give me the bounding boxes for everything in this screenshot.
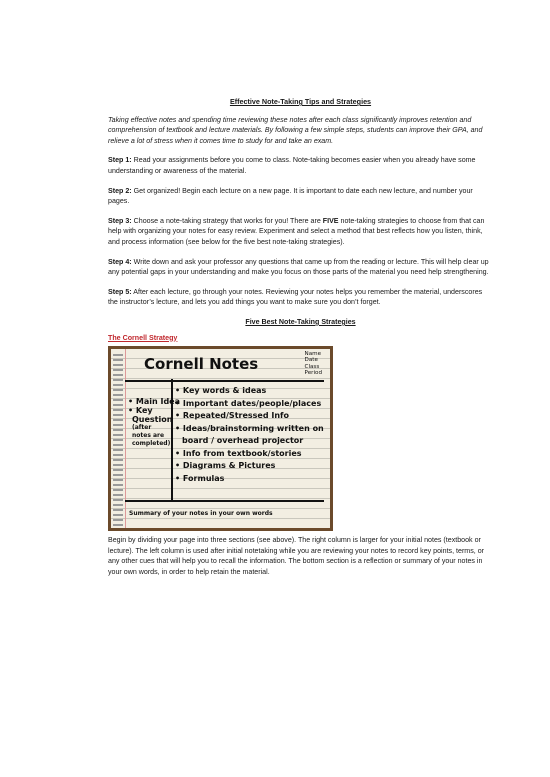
meta-date: Date [304,357,318,364]
step-3-text-before: Choose a note-taking strategy that works for you! There are [131,216,323,225]
note-item: • Important dates/people/places [175,398,322,408]
document-content [108,97,493,577]
step-3-emphasis: FIVE [322,216,339,225]
step-2 [108,186,493,207]
cue-note: (after notes are completed) [132,424,171,448]
spiral-binding [113,351,123,526]
cornell-meta-fields [305,351,322,376]
step-3-label: Step 3: [108,216,132,225]
step-5-label: Step 5: [108,287,132,296]
meta-period: Period [304,369,322,376]
note-item: • Repeated/Stressed Info [175,411,289,421]
step-3-text-after: note-taking strategies to choose from that can help with organizing your notes for easy review. Experiment and select a method that best reflects how you listen, think, and process information (see below for the five best note-taking strategies). [108,216,485,246]
header-divider [125,380,324,382]
step-5-text: After each lecture, go through your notes. Reviewing your notes helps you remember the material, underscores the instructor’s lecture, and lets you add things you want to make sure you don’t forget. [108,287,483,307]
step-4 [108,257,493,278]
summary-line: Summary of your notes in your own words [129,509,273,517]
note-item: • Info from textbook/stories [175,448,302,458]
strategy-title: The Cornell Strategy [108,333,178,342]
document-title: Effective Note-Taking Tips and Strategies [229,97,372,106]
meta-name: Name [304,351,322,358]
step-5 [108,287,493,308]
note-item: • Ideas/brainstorming written on [175,423,324,433]
step-3 [108,216,493,248]
summary-divider [125,500,324,502]
cornell-heading: Cornell Notes [144,355,259,374]
note-item: • Key words & ideas [175,386,267,396]
step-1-label: Step 1: [108,156,132,165]
step-4-text: Write down and ask your professor any questions that came up from the reading or lecture. This will help clear up any potential gaps in your understanding and make you focus on those parts of the material you need help strengthening. [108,257,489,277]
meta-class: Class [304,363,320,370]
section-subtitle: Five Best Note-Taking Strategies [245,317,356,326]
step-4-label: Step 4: [108,257,132,266]
note-item: • Formulas [175,473,225,483]
cue-question: Question [132,415,173,425]
notes-column [175,385,330,485]
step-2-text: Get organized! Begin each lecture on a new page. It is important to date each new lecture, and number your pages. [108,186,473,206]
strategy-description: Begin by dividing your page into three sections (see above). The right column is larger for your initial notes (textbook or lecture). The left column is used after initial notetaking while you are reviewing your notes to record key points, terms, or any other cues that will help you to recall the information. The bottom section is a reflection or summary of your notes in your own words, in order to help retain the material. [108,536,485,576]
step-1 [108,155,493,176]
cue-column [128,397,181,448]
intro-paragraph: Taking effective notes and spending time reviewing these notes after each class significantly improves retention and comprehension of textbook and lecture materials. By following a few simple steps, students can improve their GPA, and relieve a lot of stress when it comes time to study for and take an exam. [108,115,483,145]
cornell-notes-figure [108,346,333,531]
note-item: board / overhead projector [182,436,304,446]
cue-key: • Key [128,406,153,416]
notebook-paper [111,349,330,528]
note-item: • Diagrams & Pictures [175,461,276,471]
step-1-text: Read your assignments before you come to class. Note-taking becomes easier when you already have some understanding or awareness of the material. [108,156,476,175]
step-2-label: Step 2: [108,186,132,195]
cue-main-idea: • Main Idea [128,397,181,407]
